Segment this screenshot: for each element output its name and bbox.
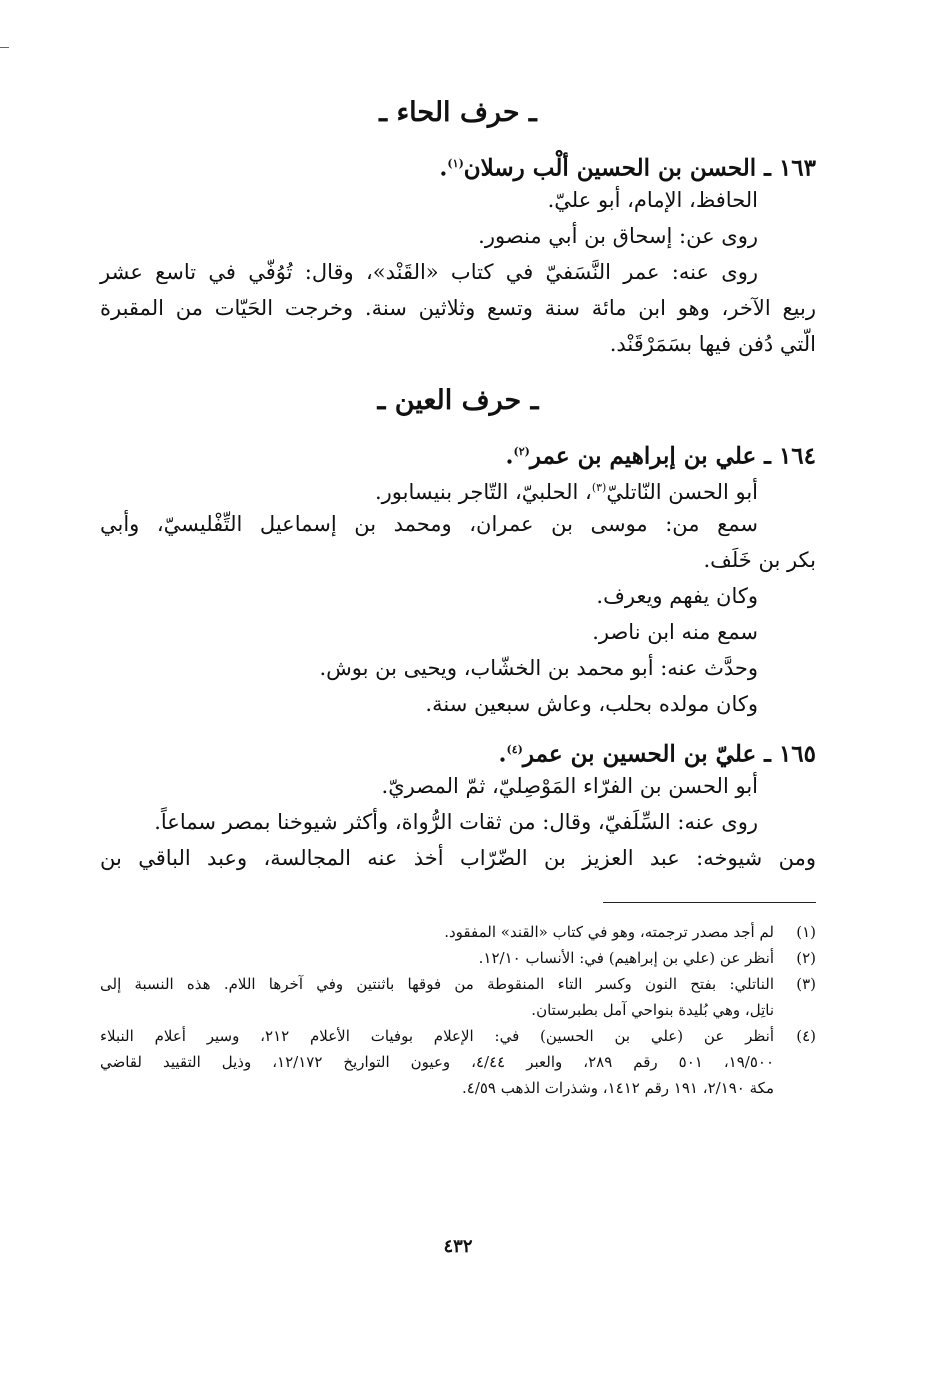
footnote-number: (١) — [796, 923, 816, 941]
footnote-number: (٤) — [796, 1027, 816, 1045]
entry-164-line: وحدَّث عنه: أبو محمد بن الخشّاب، ويحيى بن بوش. — [319, 656, 758, 680]
book-page — [100, 90, 816, 1290]
entry-163-para-line: روى عنه: عمر النَّسَفيّ في كتاب «القَنْد»، وقال: تُوُفّي في تاسع عشر — [100, 260, 758, 284]
footnote-1 — [100, 919, 816, 945]
footnote-2 — [100, 945, 816, 971]
entry-164-line: وكان مولده بحلب، وعاش سبعين سنة. — [425, 692, 758, 716]
footnote-text: أنظر عن (علي بن الحسين) في: الإعلام بوفيات الأعلام ٢١٢، وسير أعلام النبلاء — [100, 1027, 774, 1045]
entry-165-line: أبو الحسن بن الفرّاء المَوْصِليّ، ثمّ المصريّ. — [381, 774, 758, 798]
page-number: ٤٣٢ — [443, 1236, 473, 1257]
entry-164-title: ١٦٤ ـ علي بن إبراهيم بن عمر$^{(٢)}$. — [505, 442, 816, 470]
footnote-text: لم أجد مصدر ترجمته، وهو في كتاب «القند» المفقود. — [444, 923, 774, 941]
footnote-text: ١٩/٥٠٠، ٥٠١ رقم ٢٨٩، والعبر ٤/٤٤، وعيون التواريخ ١٢/١٧٢، وذيل التقييد لقاضي — [100, 1053, 775, 1071]
footnote-ref-2[interactable]: (٢) — [513, 445, 530, 458]
entry-163-para-line: الّتي دُفن فيها بسَمَرْقَنْد. — [609, 332, 816, 356]
footnote-text: مكة ٢/١٩٠، ١٩١ رقم ١٤١٢، وشذرات الذهب ٤/٥٩. — [461, 1079, 774, 1097]
entry-164-para-line: سمع من: موسى بن عمران، ومحمد بن إسماعيل التِّفْليسيّ، وأبي — [100, 512, 758, 536]
footnote-divider — [603, 902, 816, 903]
entry-163-line: الحافظ، الإمام، أبو عليّ. — [547, 188, 758, 212]
margin-mark — [0, 47, 9, 48]
entry-164-line: وكان يفهم ويعرف. — [596, 584, 758, 608]
section-heading-ain: ـ حرف العين ـ — [377, 385, 539, 416]
footnote-4 — [100, 1023, 816, 1101]
entry-165-line: روى عنه: السِّلَفيّ، وقال: من ثقات الرُّواة، وأكثر شيوخنا بمصر سماعاً. — [154, 810, 758, 834]
footnote-ref-1[interactable]: (١) — [447, 157, 464, 170]
entry-163-line: روى عن: إسحاق بن أبي منصور. — [478, 224, 758, 248]
entry-164-para-line: بكر بن خَلَف. — [703, 548, 816, 572]
footnote-3 — [100, 971, 816, 1023]
footnote-number: (٣) — [796, 975, 816, 993]
entry-164-line: أبو الحسن النّاتليّ$^{(٣)}$، الحلبيّ، التّاجر بنيسابور. — [374, 480, 758, 504]
footnote-text: أنظر عن (علي بن إبراهيم) في: الأنساب ١٢/١٠. — [478, 949, 774, 967]
footnote-text: الناتلي: بفتح النون وكسر التاء المنقوطة من فوقها باثنتين وفي آخرها اللام. هذه النسبة إلى — [100, 975, 774, 993]
footnote-number: (٢) — [796, 949, 816, 967]
entry-165-line: ومن شيوخه: عبد العزيز بن الضّرّاب أخذ عنه المجالسة، وعبد الباقي بن — [100, 846, 816, 870]
section-heading-haa: ـ حرف الحاء ـ — [379, 97, 537, 128]
entry-163-title: ١٦٣ ـ الحسن بن الحسين ألْب رسلان$^{(١)}$. — [439, 154, 816, 182]
entry-163-para-line: ربيع الآخر، وهو ابن مائة سنة وتسع وثلاثين سنة. وخرجت الحَيّات من المقبرة — [100, 296, 816, 320]
footnote-ref-4[interactable]: (٤) — [506, 743, 523, 756]
entry-165-title: ١٦٥ ـ عليّ بن الحسين بن عمر$^{(٤)}$. — [498, 740, 816, 768]
footnote-ref-3[interactable]: (٣) — [591, 481, 607, 494]
entry-164-line: سمع منه ابن ناصر. — [592, 620, 758, 644]
footnote-text: ناتِل، وهي بُليدة بنواحي آمل بطبرستان. — [531, 1001, 774, 1019]
